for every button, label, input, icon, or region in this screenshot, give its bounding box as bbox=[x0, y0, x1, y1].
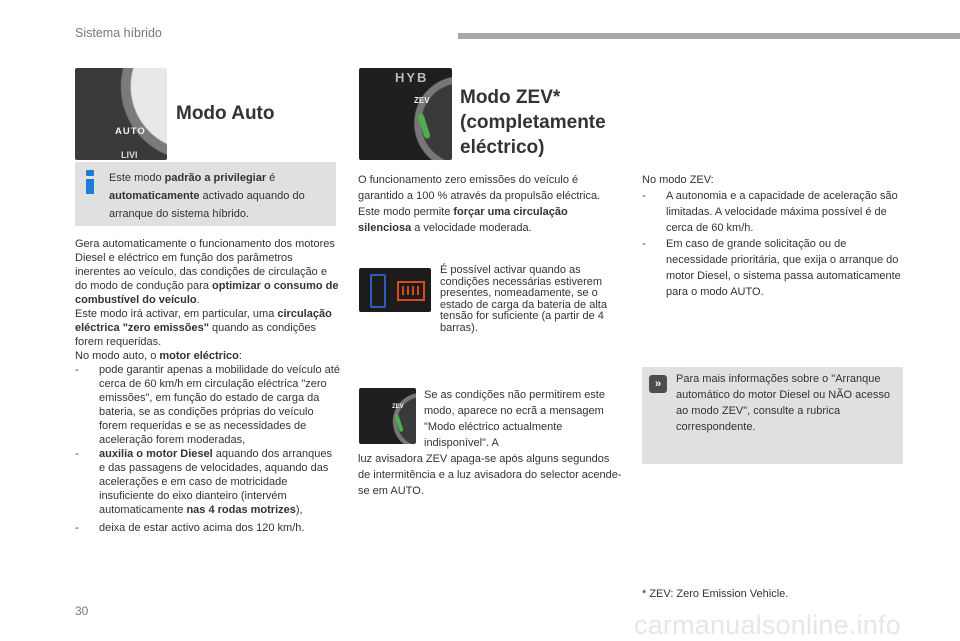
zev-conditions-intro: No modo ZEV: bbox=[642, 174, 714, 186]
header-rule bbox=[458, 33, 960, 39]
auto-bullet-1: - pode garantir apenas a mobilidade do veículo até cerca de 60 km/h em circulação eléctrica "zero emissões", em função do estado de carga da bateria, se as condições próprias do veículo forem requeridas e se as necessidades de aceleração forem moderadas, bbox=[75, 364, 340, 446]
auto-bullet-2: - auxilia o motor Diesel aquando dos arranques e das passagens de velocidades, aquando das acelerações e em caso de motricidade insuficiente do eixo dianteiro (intervém automaticamente nas 4 rodas motrizes), bbox=[75, 448, 332, 516]
zev-dial-small-image bbox=[359, 388, 416, 444]
battery-level-icon bbox=[370, 274, 386, 308]
zev-note-box bbox=[642, 367, 903, 464]
auto-dial-label: AUTO bbox=[115, 126, 146, 137]
auto-paragraph-2: Este modo irá activar, em particular, uma circulação eléctrica "zero emissões" quando as condições forem requeridas. bbox=[75, 308, 332, 348]
double-chevron-icon: » bbox=[649, 375, 667, 393]
battery-charge-icon bbox=[397, 281, 425, 301]
auto-dial-label-2: LIVI bbox=[121, 150, 138, 160]
zev-paragraph-1: O funcionamento zero emissões do veículo é garantido a 100 % através da propulsão eléctrica. bbox=[358, 174, 601, 202]
zev-paragraph-2: Este modo permite forçar uma circulação silenciosa a velocidade moderada. bbox=[358, 206, 568, 234]
zev-paragraph-5: luz avisadora ZEV apaga-se após alguns segundos de intermitência e a luz avisadora do selector acende-se em AUTO. bbox=[358, 453, 622, 497]
footnote: * ZEV: Zero Emission Vehicle. bbox=[642, 588, 789, 600]
auto-heading: Modo Auto bbox=[176, 103, 275, 124]
zev-intro bbox=[358, 172, 608, 236]
auto-paragraph-1: Gera automaticamente o funcionamento dos motores Diesel e eléctrico em função dos parâmetros inerentes ao veículo, das condições de circulação e do modo de condução para optimizar o consumo de combustível do veículo. bbox=[75, 238, 339, 306]
zev-paragraph-3: É possível activar quando as condições necessárias estiverem presentes, nomeadamente, se o estado de carga da bateria de alta tensão for suficiente (a partir de 4 barras). bbox=[440, 264, 607, 334]
zev-dial-small-label: ZEV bbox=[392, 404, 404, 410]
zev-dial-label: ZEV bbox=[414, 96, 430, 105]
page-number: 30 bbox=[75, 604, 89, 618]
info-icon bbox=[86, 170, 94, 194]
zev-dial-image bbox=[359, 68, 452, 160]
auto-info-text: Este modo padrão a privilegiar é automaticamente activado aquando do arranque do sistema híbrido. bbox=[109, 172, 305, 220]
zev-heading: Modo ZEV* (completamente eléctrico) bbox=[460, 87, 606, 158]
zev-bullet-2: - Em caso de grande solicitação ou de necessidade prioritária, que exija o arranque do motor Diesel, o sistema passa automaticamente para o modo AUTO. bbox=[642, 238, 901, 298]
zev-paragraph-4: Se as condições não permitirem este modo, aparece no ecrã a mensagem "Modo eléctrico actualmente indisponível". A bbox=[424, 389, 605, 449]
zev-note-text: Para mais informações sobre o "Arranque automático do motor Diesel ou NÃO acesso ao modo ZEV", consulte a rubrica correspondente. bbox=[676, 373, 890, 433]
auto-paragraph-3: No modo auto, o motor eléctrico: bbox=[75, 350, 242, 362]
auto-body bbox=[75, 237, 340, 535]
zev-conditions bbox=[642, 172, 907, 300]
zev-dial-indicator bbox=[417, 113, 431, 140]
auto-info-box bbox=[75, 162, 336, 226]
zev-bullet-1: - A autonomia e a capacidade de aceleração são limitadas. A velocidade máxima possível é de cerca de 60 km/h. bbox=[642, 190, 898, 234]
auto-dial-image bbox=[75, 68, 167, 160]
section-title: Sistema híbrido bbox=[75, 26, 162, 40]
battery-warning-icon bbox=[359, 268, 431, 312]
zev-dial-small-indicator bbox=[394, 414, 403, 432]
watermark: carmanualsonline.info bbox=[634, 610, 901, 640]
zev-dial-top-label: HYB bbox=[395, 70, 429, 85]
auto-bullet-3: - deixa de estar activo acima dos 120 km/h. bbox=[75, 522, 305, 534]
